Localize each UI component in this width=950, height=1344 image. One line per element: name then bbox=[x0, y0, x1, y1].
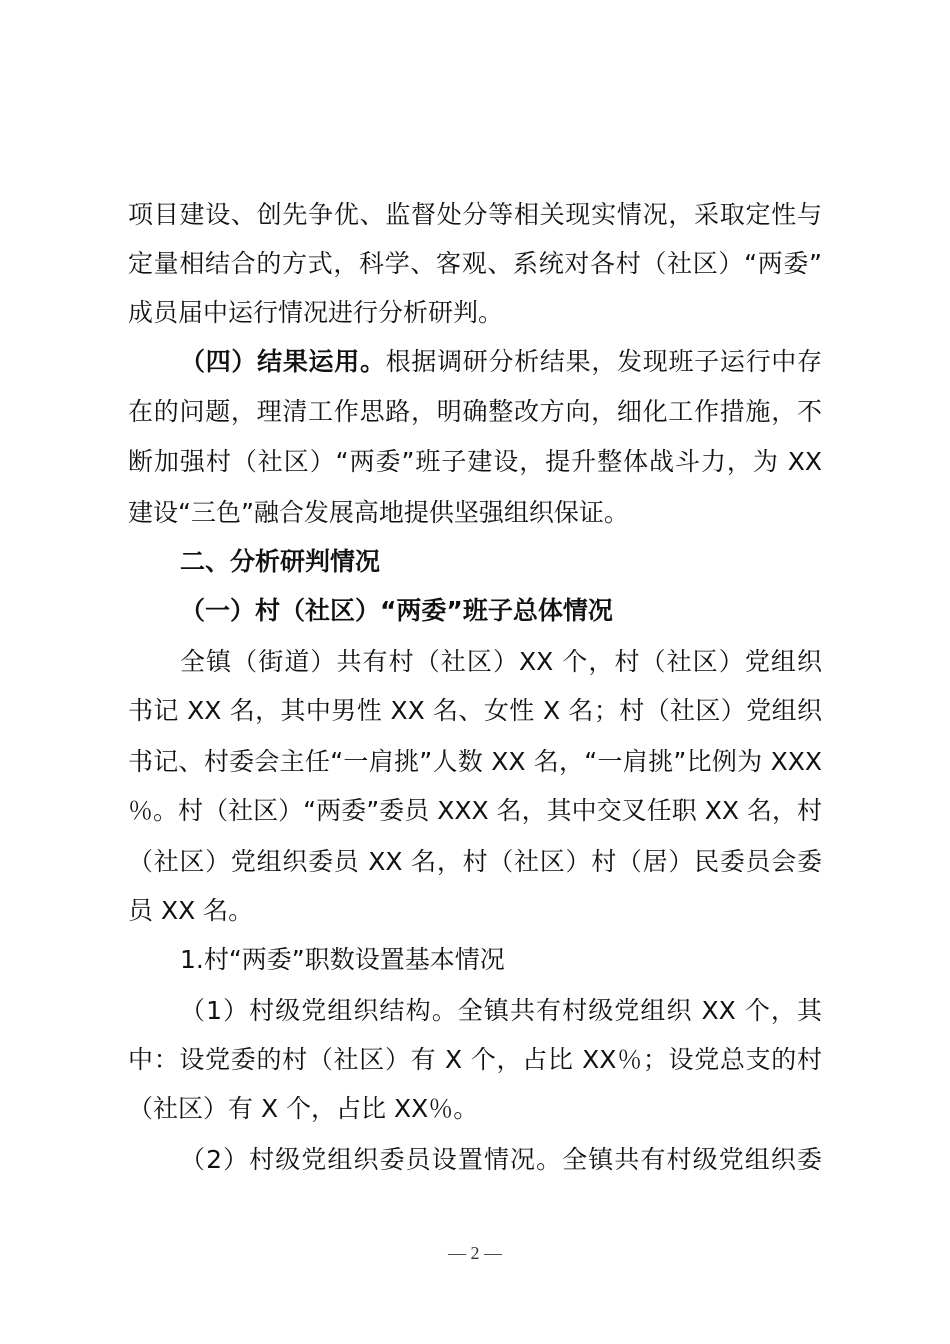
section-heading-analysis: 二、分析研判情况 bbox=[180, 547, 381, 576]
text-line: 成员届中运行情况进行分析研判。 bbox=[128, 298, 504, 327]
text-line: （1）村级党组织结构。全镇共有村级党组织 XX 个，其 bbox=[180, 996, 822, 1025]
text-line: ％。村（社区）“两委”委员 XXX 名，其中交叉任职 XX 名，村 bbox=[128, 796, 822, 825]
text-line: （社区）党组织委员 XX 名，村（社区）村（居）民委员会委 bbox=[128, 847, 822, 876]
text-line: 断加强村（社区）“两委”班子建设，提升整体战斗力，为 XX bbox=[128, 447, 822, 476]
text-line: （社区）有 X 个，占比 XX％。 bbox=[128, 1094, 479, 1123]
text-line: 建设“三色”融合发展高地提供坚强组织保证。 bbox=[128, 498, 629, 527]
text-line: 中：设党委的村（社区）有 X 个，占比 XX％；设党总支的村 bbox=[128, 1045, 822, 1074]
text-line: 项目建设、创先争优、监督处分等相关现实情况，采取定性与 bbox=[128, 200, 822, 229]
text-line: 员 XX 名。 bbox=[128, 896, 254, 925]
text-line: 定量相结合的方式，科学、客观、系统对各村（社区）“两委” bbox=[128, 249, 822, 278]
section-heading-results: （四）结果运用。根据调研分析结果，发现班子运行中存 bbox=[180, 347, 822, 376]
numbered-heading: 1.村“两委”职数设置基本情况 bbox=[180, 945, 505, 974]
text-line: 在的问题，理清工作思路，明确整改方向，细化工作措施，不 bbox=[128, 397, 822, 426]
page-number: — 2 — bbox=[448, 1243, 502, 1263]
text-line: 全镇（街道）共有村（社区）XX 个，村（社区）党组织 bbox=[180, 647, 822, 676]
text-line: 书记 XX 名，其中男性 XX 名、女性 X 名；村（社区）党组织 bbox=[128, 696, 822, 725]
text-line: （2）村级党组织委员设置情况。全镇共有村级党组织委 bbox=[180, 1145, 822, 1174]
text-line: 书记、村委会主任“一肩挑”人数 XX 名，“一肩挑”比例为 XXX bbox=[128, 747, 822, 776]
subsection-heading-overall: （一）村（社区）“两委”班子总体情况 bbox=[180, 596, 613, 625]
